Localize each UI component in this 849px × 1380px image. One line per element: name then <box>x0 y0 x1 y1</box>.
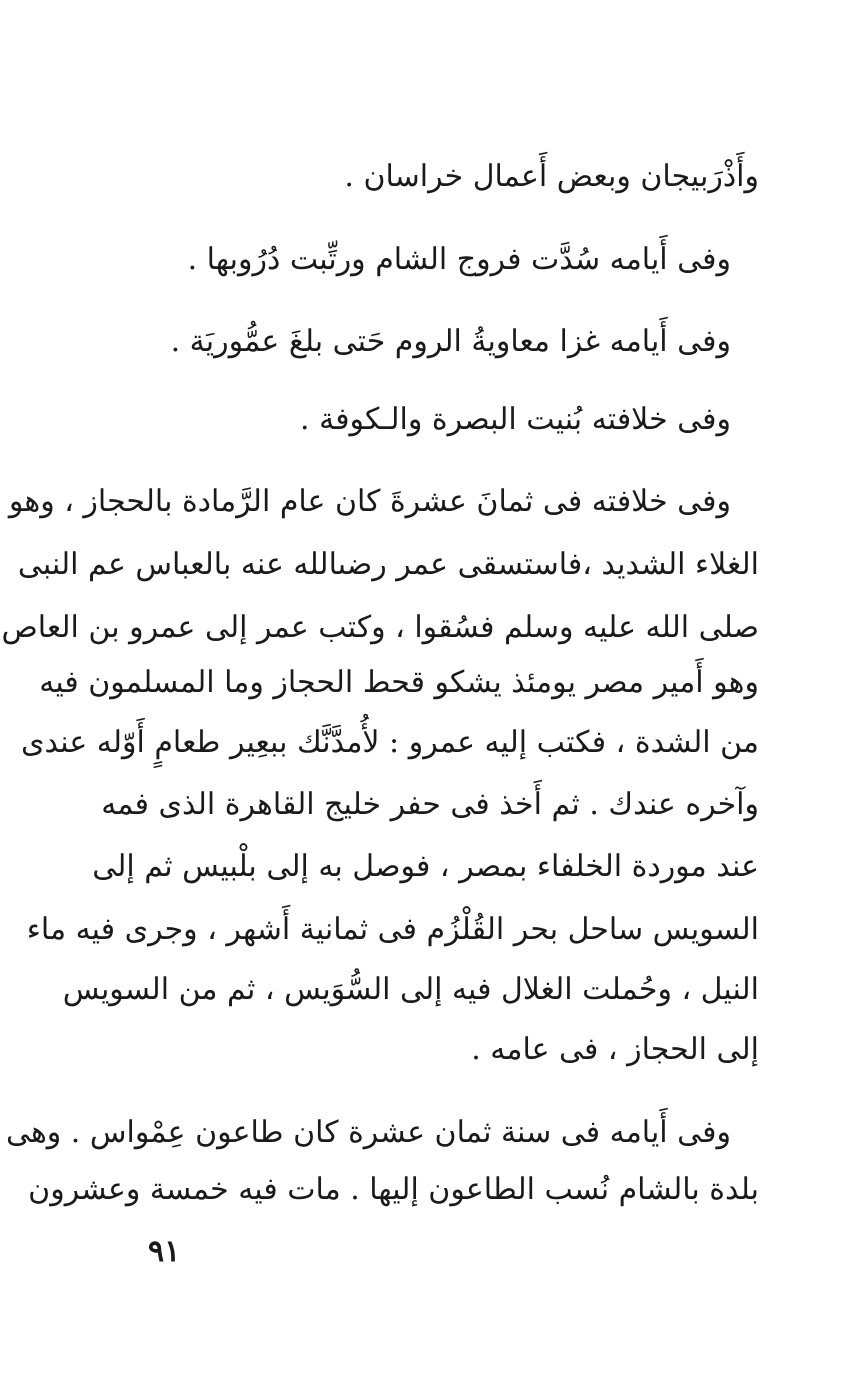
paragraph-line: الغلاء الشديد ،فاستسقى عمر رضىالله عنه بالعباس عم النبى <box>17 547 759 582</box>
text-line: وفى أَيامه غزا معاويةُ الروم حَتى بلغَ عمُّوريَة . <box>170 324 731 359</box>
paragraph-line: السويس ساحل بحر القُلْزُم فى ثمانية أَشهر ، وجرى فيه ماء <box>26 912 759 947</box>
paragraph-line: إلى الحجاز ، فى عامه . <box>471 1032 759 1067</box>
paragraph-line: وفى خلافته فى ثمانَ عشرةَ كان عام الرَّمادة بالحجاز ، وهو <box>8 484 731 519</box>
paragraph-line: بلدة بالشام نُسب الطاعون إليها . مات فيه خمسة وعشرون <box>28 1172 759 1207</box>
text-line: وفى أَيامه سُدَّت فروج الشام ورتِّبت دُرُوبها . <box>187 242 731 277</box>
paragraph-line: النيل ، وحُملت الغلال فيه إلى السُّوَيس ، ثم من السويس <box>62 972 759 1007</box>
paragraph-line: من الشدة ، فكتب إليه عمرو : لأُمدَّنَّك ببعِير طعامٍ أَوّله عندى <box>21 725 759 760</box>
paragraph-line: وفى أَيامه فى سنة ثمان عشرة كان طاعون عِمْواس . وهى <box>5 1115 731 1150</box>
page-number: ٩١ <box>148 1234 181 1269</box>
paragraph-line: وآخره عندك . ثم أَخذ فى حفر خليج القاهرة الذى فمه <box>101 787 759 822</box>
paragraph-line: عند موردة الخلفاء بمصر ، فوصل به إلى بلْبيس ثم إلى <box>92 849 759 884</box>
text-line: وفى خلافته بُنيت البصرة والـكوفة . <box>300 402 731 437</box>
paragraph-line: صلى الله عليه وسلم فسُقوا ، وكتب عمر إلى عمرو بن العاص <box>1 610 759 645</box>
text-line: وأَذْرَبيجان وبعض أَعمال خراسان . <box>344 159 759 194</box>
paragraph-line: وهو أَمير مصر يومئذ يشكو قحط الحجاز وما المسلمون فيه <box>39 665 759 700</box>
